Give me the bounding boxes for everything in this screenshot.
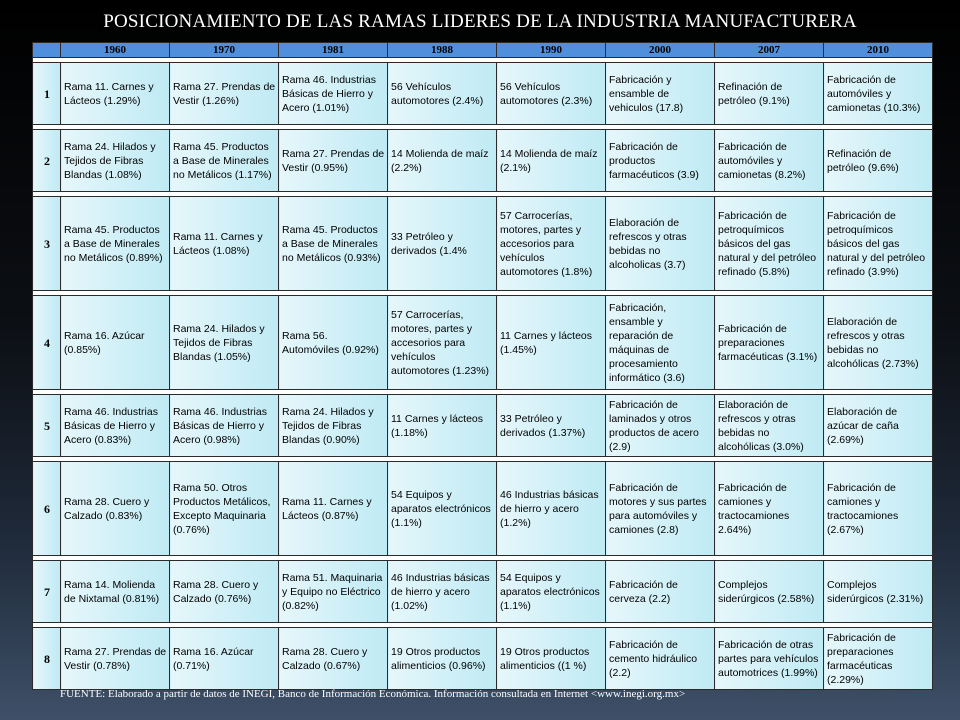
table-cell: 56 Vehículos automotores (2.4%) [388, 63, 497, 125]
table-cell: Rama 24. Hilados y Tejidos de Fibras Blandas (1.05%) [170, 296, 279, 390]
table-cell: Rama 24. Hilados y Tejidos de Fibras Blandas (0.90%) [279, 395, 388, 457]
table-cell: Elaboración de azúcar de caña (2.69%) [824, 395, 933, 457]
table-cell: Fabricación de petroquímicos básicos del gas natural y del petróleo refinado (3.9%) [824, 197, 933, 291]
table-cell: Rama 56. Automóviles (0.92%) [279, 296, 388, 390]
ranking-table [32, 42, 933, 690]
header-cell-1990: 1990 [497, 43, 606, 58]
table-cell: Fabricación de preparaciones farmacéuticas (2.29%) [824, 628, 933, 690]
rank-cell: 6 [33, 462, 61, 556]
table-cell: Refinación de petróleo (9.6%) [824, 130, 933, 192]
table-cell: 54 Equipos y aparatos electrónicos (1.1%) [497, 561, 606, 623]
header-cell-2007: 2007 [715, 43, 824, 58]
rank-cell: 7 [33, 561, 61, 623]
table-cell: 11 Carnes y lácteos (1.45%) [497, 296, 606, 390]
table-cell: 56 Vehículos automotores (2.3%) [497, 63, 606, 125]
table-cell: Rama 16. Azúcar (0.71%) [170, 628, 279, 690]
table-cell: Rama 27. Prendas de Vestir (1.26%) [170, 63, 279, 125]
rank-cell: 5 [33, 395, 61, 457]
table-cell: Rama 46. Industrias Básicas de Hierro y Acero (1.01%) [279, 63, 388, 125]
table-cell: Fabricación de motores y sus partes para automóviles y camiones (2.8) [606, 462, 715, 556]
table-cell: Rama 45. Productos a Base de Minerales no Metálicos (0.89%) [61, 197, 170, 291]
table-row [33, 561, 933, 623]
rank-cell: 3 [33, 197, 61, 291]
table-cell: Rama 28. Cuero y Calzado (0.67%) [279, 628, 388, 690]
table-row [33, 462, 933, 556]
table-cell: Elaboración de refrescos y otras bebidas no alcoholicas (3.7) [606, 197, 715, 291]
table-cell: Complejos siderúrgicos (2.31%) [824, 561, 933, 623]
table-row [33, 296, 933, 390]
table-cell: 14 Molienda de maíz (2.2%) [388, 130, 497, 192]
table-cell: 54 Equipos y aparatos electrónicos (1.1%) [388, 462, 497, 556]
table-cell: Refinación de petróleo (9.1%) [715, 63, 824, 125]
table-row [33, 63, 933, 125]
table-cell: Fabricación de otras partes para vehículos automotrices (1.99%) [715, 628, 824, 690]
table-cell: Fabricación de automóviles y camionetas (8.2%) [715, 130, 824, 192]
table-cell: 46 Industrias básicas de hierro y acero (1.2%) [497, 462, 606, 556]
table-cell: Complejos siderúrgicos (2.58%) [715, 561, 824, 623]
table-cell: 33 Petróleo y derivados (1.4% [388, 197, 497, 291]
table-cell: 46 Industrias básicas de hierro y acero (1.02%) [388, 561, 497, 623]
table-cell: 57 Carrocerías, motores, partes y accesorios para vehículos automotores (1.23%) [388, 296, 497, 390]
header-cell-rank [33, 43, 61, 58]
header-cell-1988: 1988 [388, 43, 497, 58]
table-cell: 19 Otros productos alimenticios ((1 %) [497, 628, 606, 690]
table-cell: Rama 11. Carnes y Lácteos (1.08%) [170, 197, 279, 291]
table-cell: Rama 51. Maquinaria y Equipo no Eléctrico (0.82%) [279, 561, 388, 623]
table-cell: Fabricación de cemento hidráulico (2.2) [606, 628, 715, 690]
table-cell: Rama 14. Molienda de Nixtamal (0.81%) [61, 561, 170, 623]
table-cell: Rama 28. Cuero y Calzado (0.76%) [170, 561, 279, 623]
table-cell: Rama 45. Productos a Base de Minerales no Metálicos (1.17%) [170, 130, 279, 192]
table-cell: Rama 27. Prendas de Vestir (0.78%) [61, 628, 170, 690]
header-cell-1981: 1981 [279, 43, 388, 58]
ranking-table-container [32, 42, 932, 686]
header-cell-2010: 2010 [824, 43, 933, 58]
table-body [33, 58, 933, 690]
table-cell: Fabricación, ensamble y reparación de máquinas de procesamiento informático (3.6) [606, 296, 715, 390]
header-cell-1970: 1970 [170, 43, 279, 58]
table-cell: 57 Carrocerías, motores, partes y accesorios para vehículos automotores (1.8%) [497, 197, 606, 291]
table-cell: Rama 27. Prendas de Vestir (0.95%) [279, 130, 388, 192]
table-cell: Rama 28. Cuero y Calzado (0.83%) [61, 462, 170, 556]
source-note: FUENTE: Elaborado a partir de datos de INEGI, Banco de Información Económica. Información consultada en Internet <www.inegi.org.mx> [60, 688, 686, 700]
table-cell: Rama 24. Hilados y Tejidos de Fibras Blandas (1.08%) [61, 130, 170, 192]
table-cell: Fabricación de camiones y tractocamiones (2.67%) [824, 462, 933, 556]
table-cell: Fabricación de petroquímicos básicos del gas natural y del petróleo refinado (5.8%) [715, 197, 824, 291]
table-cell: Fabricación de camiones y tractocamiones 2.64%) [715, 462, 824, 556]
table-cell: Fabricación de productos farmacéuticos (3.9) [606, 130, 715, 192]
rank-cell: 1 [33, 63, 61, 125]
table-cell: Fabricación y ensamble de vehiculos (17.8) [606, 63, 715, 125]
header-cell-1960: 1960 [61, 43, 170, 58]
table-cell: Rama 45. Productos a Base de Minerales no Metálicos (0.93%) [279, 197, 388, 291]
table-cell: 11 Carnes y lácteos (1.18%) [388, 395, 497, 457]
table-cell: Fabricación de laminados y otros productos de acero (2.9) [606, 395, 715, 457]
header-row [33, 43, 933, 58]
table-row [33, 130, 933, 192]
table-cell: Rama 46. Industrias Básicas de Hierro y Acero (0.83%) [61, 395, 170, 457]
table-cell: Elaboración de refrescos y otras bebidas no alcohólicas (3.0%) [715, 395, 824, 457]
table-cell: Elaboración de refrescos y otras bebidas no alcohólicas (2.73%) [824, 296, 933, 390]
table-cell: 19 Otros productos alimenticios (0.96%) [388, 628, 497, 690]
table-cell: Rama 46. Industrias Básicas de Hierro y Acero (0.98%) [170, 395, 279, 457]
table-cell: Rama 16. Azúcar (0.85%) [61, 296, 170, 390]
table-row [33, 197, 933, 291]
table-row [33, 395, 933, 457]
table-cell: Fabricación de preparaciones farmacéuticas (3.1%) [715, 296, 824, 390]
rank-cell: 8 [33, 628, 61, 690]
table-cell: Rama 50. Otros Productos Metálicos, Excepto Maquinaria (0.76%) [170, 462, 279, 556]
rank-cell: 4 [33, 296, 61, 390]
table-cell: Rama 11. Carnes y Lácteos (0.87%) [279, 462, 388, 556]
table-cell: 33 Petróleo y derivados (1.37%) [497, 395, 606, 457]
header-cell-2000: 2000 [606, 43, 715, 58]
table-cell: Fabricación de cerveza (2.2) [606, 561, 715, 623]
table-cell: Rama 11. Carnes y Lácteos (1.29%) [61, 63, 170, 125]
slide-title: POSICIONAMIENTO DE LAS RAMAS LIDERES DE LA INDUSTRIA MANUFACTURERA [103, 11, 857, 32]
table-cell: 14 Molienda de maíz (2.1%) [497, 130, 606, 192]
table-cell: Fabricación de automóviles y camionetas (10.3%) [824, 63, 933, 125]
table-row [33, 628, 933, 690]
rank-cell: 2 [33, 130, 61, 192]
